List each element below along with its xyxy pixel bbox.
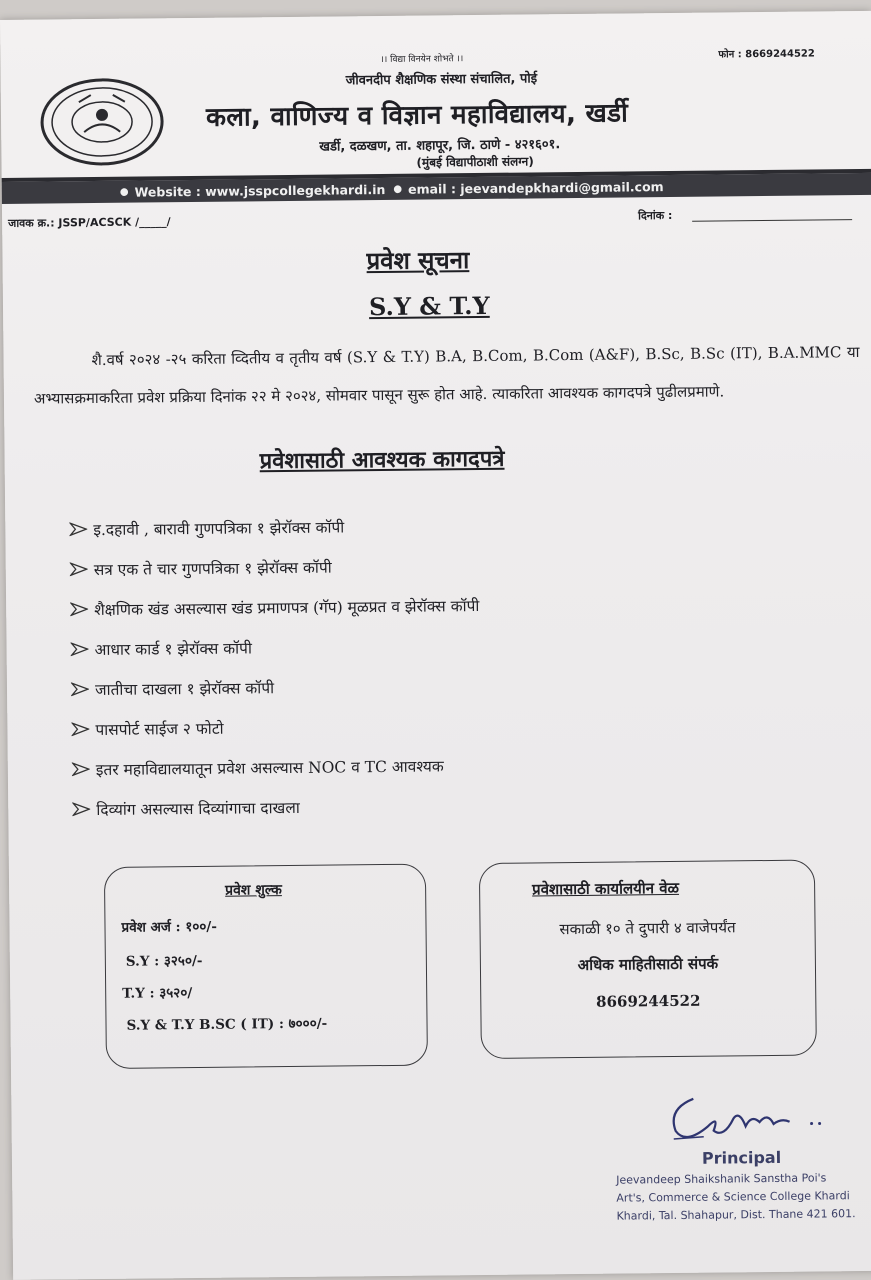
list-item: शैक्षणिक खंड असल्यास खंड प्रमाणपत्र (गॅप) मूळप्रत व झेरॉक्स कॉपी: [70, 582, 770, 629]
principal-line3: Khardi, Tal. Shahapur, Dist. Thane 421 601.: [616, 1207, 856, 1223]
notice-subtitle: S.Y & T.Y: [368, 290, 490, 322]
date-label: दिनांक :: [638, 208, 673, 223]
college-affiliation: (मुंबई विद्यापीठाशी संलग्न): [416, 154, 534, 170]
society-name: जीवनदीप शैक्षणिक संस्था संचालित, पोई: [345, 71, 538, 89]
notice-paper: [0, 11, 871, 1280]
fees-title: प्रवेश शुल्क: [225, 882, 282, 899]
list-item: इ.दहावी , बारावी गुणपत्रिका १ झेरॉक्स कॉपी: [69, 502, 769, 549]
principal-signature: [663, 1077, 834, 1159]
contact-number: 8669244522: [596, 991, 701, 1011]
documents-list: [69, 502, 772, 829]
date-blank-line: [692, 219, 852, 222]
list-item: आधार कार्ड १ झेरॉक्स कॉपी: [70, 622, 770, 669]
office-hours-title: प्रवेशासाठी कार्यालयीन वेळ: [532, 878, 680, 899]
bullet-icon: ●: [393, 183, 403, 195]
arrow-bullet-icon: [70, 602, 88, 616]
principal-title: Principal: [701, 1147, 782, 1168]
fees-box: [104, 864, 428, 1069]
fee-row-application: प्रवेश अर्ज : १००/-: [121, 918, 217, 936]
office-hours: सकाळी १० ते दुपारी ४ वाजेपर्यंत: [559, 918, 736, 939]
arrow-bullet-icon: [72, 762, 90, 776]
arrow-bullet-icon: [70, 562, 88, 576]
college-phone: फोन : 8669244522: [718, 48, 815, 61]
reference-number: जावक क्र.: JSSP/ACSCK /_____/: [8, 215, 171, 230]
list-item: सत्र एक ते चार गुणपत्रिका १ झेरॉक्स कॉपी: [70, 542, 770, 589]
fee-row-sy: S.Y : ३२५०/-: [125, 952, 203, 970]
college-logo-seal: [39, 76, 166, 167]
principal-line1: Jeevandeep Shaikshanik Sanstha Poi's: [616, 1171, 827, 1187]
list-item: दिव्यांग असल्यास दिव्यांगाचा दाखला: [72, 782, 772, 829]
arrow-bullet-icon: [69, 522, 87, 536]
list-item: इतर महाविद्यालयातून प्रवेश असल्यास NOC व TC आवश्यक: [72, 742, 772, 789]
principal-line2: Art's, Commerce & Science College Khardi: [616, 1189, 850, 1205]
notice-title: प्रवेश सूचना: [366, 245, 470, 276]
list-item: पासपोर्ट साईज २ फोटो: [71, 702, 771, 749]
college-address: खर्डी, दळखण, ता. शहापूर, जि. ठाणे - ४२१६०१.: [319, 137, 561, 155]
list-item: जातीचा दाखला १ झेरॉक्स कॉपी: [71, 662, 771, 709]
office-hours-box: [479, 860, 817, 1060]
contact-label: अधिक माहितीसाठी संपर्क: [577, 954, 719, 975]
college-name: कला, वाणिज्य व विज्ञान महाविद्यालय, खर्डी: [205, 98, 629, 133]
fee-row-ty: T.Y : ३५२०/: [122, 985, 193, 1002]
fee-row-bsc-it: S.Y & T.Y B.SC ( IT) : ७०००/-: [126, 1015, 328, 1034]
college-email: email : jeevandepkhardi@gmail.com: [407, 178, 664, 197]
arrow-bullet-icon: [72, 802, 90, 816]
arrow-bullet-icon: [71, 722, 89, 736]
notice-paragraph: शै.वर्ष २०२४ -२५ करिता व्दितीय व तृतीय वर्ष (S.Y & T.Y) B.A, B.Com, B.Com (A&F), B.Sc, B.Sc (IT), B.A.MMC या अभ्यासक्रमाकरिता प्रवेश प्रक्रिया दिनांक २२ मे २०२४, सोमवार पासून सुरू होत आहे. त्याकरिता आवश्यक कागदपत्रे पुढीलप्रमाणे.: [33, 343, 860, 408]
bullet-icon: ●: [119, 186, 129, 198]
college-website: Website : www.jsspcollegekhardi.in: [134, 181, 386, 200]
college-motto: ।। विद्या विनयेन शोभते ।।: [380, 54, 464, 66]
documents-title: प्रवेशासाठी आवश्यक कागदपत्रे: [259, 446, 505, 475]
arrow-bullet-icon: [71, 642, 89, 656]
arrow-bullet-icon: [71, 682, 89, 696]
